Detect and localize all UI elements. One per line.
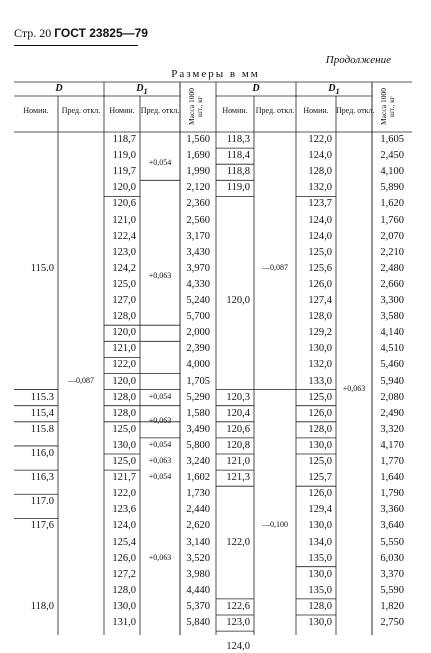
diameter-d1-cell: 130,0 [308,568,332,580]
mass-cell: 1,560 [186,134,210,145]
mass-cell: 3,980 [186,568,210,580]
mass-cell: 3,580 [380,311,404,323]
mass-cell: 2,210 [380,246,404,258]
mass-cell: 2,480 [380,262,404,274]
diameter-d1-cell: 123,0 [112,246,136,258]
tolerance-cell: —0,087 [262,262,288,272]
diameter-d1-cell: 125,6 [308,262,332,274]
mass-cell: 5,550 [380,536,404,548]
diameter-d1-cell: 122,0 [308,134,332,145]
mass-cell: 1,730 [186,488,210,500]
diameter-d-cell: 116,0 [30,447,54,459]
mass-cell: 6,030 [380,552,404,564]
mass-cell: 2,660 [380,278,404,290]
d1-tolerance-cell: +0,054 [148,439,172,449]
mass-cell: 2,440 [186,504,210,516]
diameter-d1-cell: 135,0 [308,584,332,596]
diameter-d1-cell: 130,0 [112,600,136,612]
diameter-d1-cell: 120,0 [112,182,136,194]
d1-tolerance-cell: +0,063 [148,270,172,280]
diameter-d1-cell: 125,0 [112,278,136,290]
diameter-d1-cell: 128,0 [308,311,332,323]
mass-cell: 1,790 [380,488,404,500]
diameter-d1-cell: 127,2 [112,568,136,580]
diameter-d1-cell: 125,0 [112,423,136,435]
mass-cell: 5,290 [186,391,210,403]
diameter-d1-cell: 125,0 [308,246,332,258]
d1-tolerance-cell: +0,063 [148,552,172,562]
col-d-header: D [252,83,260,94]
diameter-d1-cell: 121,0 [112,343,136,355]
diameter-d1-cell: 126,0 [308,407,332,419]
mass-cell: 1,770 [380,456,404,467]
mass-cell: 1,605 [380,134,404,145]
diameter-d1-cell: 123,6 [112,504,136,516]
mass-cell: 3,370 [380,568,404,580]
tolerance-cell: —0,087 [68,375,94,385]
d1-tolerance-cell: +0,054 [148,472,172,482]
diameter-d1-cell: 129,4 [308,504,332,516]
mass-cell: 3,170 [186,230,210,242]
diameter-d1-cell: 118,7 [112,134,136,145]
mass-cell: 3,430 [186,246,210,258]
diameter-d-cell: 121,3 [226,472,250,484]
mass-cell: 4,440 [186,584,210,596]
diameter-d1-cell: 122,0 [112,359,136,371]
diameter-d1-cell: 134,0 [308,536,332,548]
mass-cell: 5,460 [380,359,404,371]
diameter-d1-cell: 128,0 [112,584,136,596]
tolerance-cell: —0,100 [262,520,288,530]
diameter-d1-cell: 124,0 [308,214,332,226]
diameter-d1-cell: 131,0 [112,617,136,628]
subscript: 1 [143,87,148,96]
diameter-d-cell: 116,3 [30,472,54,484]
mass-cell: 5,370 [186,600,210,612]
nominal-header: Номин. [222,106,248,115]
diameter-d1-cell: 130,0 [308,617,332,628]
diameter-d1-cell: 125,0 [112,456,136,467]
mass-cell: 1,690 [186,150,210,162]
diameter-d1-cell: 124,0 [112,520,136,532]
diameter-d1-cell: 132,0 [308,359,332,371]
mass-cell: 4,170 [380,439,404,451]
diameter-d-cell: 122,6 [226,600,250,612]
continuation-label: Продолжение [325,54,391,66]
nominal-header: Номин. [109,106,135,115]
mass-cell: 2,620 [186,520,210,532]
diameter-d1-cell: 125,4 [112,536,136,548]
mass-cell: 4,000 [186,359,210,371]
mass-cell: 2,390 [186,343,210,355]
mass-cell: 3,970 [186,262,210,274]
diameter-d1-cell: 123,7 [308,198,332,210]
diameter-d-cell: 119,0 [226,182,250,194]
mass-cell: 3,240 [186,456,210,467]
diameter-d1-cell: 124,2 [112,262,136,274]
page-number: Стр. 20 [14,26,52,40]
diameter-d1-cell: 128,0 [308,166,332,178]
diameter-d-cell: 120,0 [226,295,250,306]
diameter-d1-cell: 128,0 [308,600,332,612]
diameter-d-cell: 117.0 [30,496,54,508]
diameter-d1-cell: 126,0 [308,488,332,500]
diameter-d1-cell: 128,0 [112,407,136,419]
subscript: 1 [335,87,340,96]
tolerance-header: Пред. откл. [336,106,375,115]
standard-code: ГОСТ 23825—79 [54,26,148,40]
diameter-d1-cell: 120,0 [112,375,136,387]
diameter-d1-cell: 129,2 [308,327,332,339]
diameter-d1-cell: 124,0 [308,230,332,242]
diameter-d1-cell: 125,0 [308,391,332,403]
mass-cell: 1,640 [380,472,404,484]
diameter-d-cell: 115.3 [30,391,54,403]
diameter-d1-cell: 132,0 [308,182,332,194]
tolerance-header: Пред. откл. [255,106,295,115]
mass-cell: 1,760 [380,214,404,226]
nominal-header: Номин. [303,106,329,115]
mass-header: Масса 1000 шт., кг [187,88,204,126]
mass-cell: 5,940 [380,375,404,387]
mass-cell: 4,330 [186,278,210,290]
diameter-d-cell: 115.8 [30,423,54,435]
diameter-d1-cell: 128,0 [308,423,332,435]
mass-cell: 5,800 [186,439,210,451]
mass-cell: 4,140 [380,327,404,339]
mass-cell: 2,450 [380,150,404,162]
mass-cell: 5,700 [186,311,210,323]
diameter-d1-cell: 128,0 [112,391,136,403]
diameter-d1-cell: 120,0 [112,327,136,339]
diameter-d1-cell: 119,0 [112,150,136,162]
mass-cell: 3,360 [380,504,404,516]
diameter-d1-cell: 130,0 [308,343,332,355]
diameter-d-cell: 115,4 [30,407,54,419]
diameter-d-cell: 120,3 [226,391,250,403]
tolerance-header: Пред. откл. [140,106,180,115]
mass-cell: 3,490 [186,423,210,435]
mass-header: Масса 1000 шт., кг [379,88,396,126]
col-d-header: D [55,83,63,94]
mass-cell: 1,602 [186,472,210,484]
diameter-d-cell: 118,0 [30,600,54,612]
diameter-d-cell: 120,4 [226,407,250,419]
mass-cell: 1,820 [380,600,404,612]
diameter-d1-cell: 133,0 [308,375,332,387]
diameter-d1-cell: 128,0 [112,311,136,323]
mass-cell: 3,140 [186,536,210,548]
mass-cell: 5,590 [380,584,404,596]
diameter-d1-cell: 130,0 [308,520,332,532]
mass-cell: 2,750 [380,617,404,628]
mass-cell: 5,890 [380,182,404,194]
diameter-d-cell: 124,0 [226,641,250,653]
diameter-d1-cell: 119,7 [112,166,136,178]
tolerance-header: Пред. откл. [61,106,101,115]
units-caption: Размеры в мм [171,68,260,80]
mass-cell: 5,240 [186,295,210,306]
diameter-d1-cell: 122,4 [112,230,136,242]
mass-cell: 2,560 [186,214,210,226]
mass-cell: 2,000 [186,327,210,339]
diameter-d-cell: 115.0 [30,262,54,274]
mass-cell: 3,300 [380,295,404,306]
diameter-d-cell: 121,0 [226,456,250,467]
diameter-d-cell: 118,8 [226,166,250,178]
mass-cell: 2,080 [380,391,404,403]
mass-cell: 1,580 [186,407,210,419]
mass-cell: 2,120 [186,182,210,194]
diameter-d-cell: 123,0 [226,617,250,628]
mass-cell: 3,320 [380,423,404,435]
diameter-d-cell: 118,3 [226,134,250,145]
mass-cell: 3,640 [380,520,404,532]
diameter-d1-cell: 121,0 [112,214,136,226]
d1-tolerance-cell: +0,063 [342,383,366,393]
diameter-d1-cell: 127,0 [112,295,136,306]
diameter-d1-cell: 120,6 [112,198,136,210]
mass-cell: 3,520 [186,552,210,564]
col-d1-header: $D_1$ [328,83,340,96]
diameter-d1-cell: 125,0 [308,456,332,467]
mass-cell: 1,990 [186,166,210,178]
d1-tolerance-cell: +0,054 [148,391,172,401]
diameter-d1-cell: 121,7 [112,472,136,484]
diameter-d-cell: 120,8 [226,439,250,451]
diameter-d1-cell: 124,0 [308,150,332,162]
diameter-d-cell: 120,6 [226,423,250,435]
diameter-d-cell: 118,4 [226,150,250,162]
diameter-d1-cell: 130,0 [308,439,332,451]
mass-cell: 2,070 [380,230,404,242]
mass-cell: 1,620 [380,198,404,210]
diameter-d1-cell: 127,4 [308,295,332,306]
mass-cell: 5,840 [186,617,210,628]
mass-cell: 1,705 [186,375,210,387]
mass-cell: 4,510 [380,343,404,355]
diameter-d1-cell: 122,0 [112,488,136,500]
diameter-d1-cell: 126,0 [112,552,136,564]
diameter-d1-cell: 126,0 [308,278,332,290]
d1-tolerance-cell: +0,063 [148,415,172,425]
d1-tolerance-cell: +0,063 [148,456,172,465]
mass-cell: 2,360 [186,198,210,210]
col-d1-header: $D_1$ [136,83,148,96]
d1-tolerance-cell: +0,054 [148,158,172,168]
diameter-d1-cell: 125,7 [308,472,332,484]
diameter-d1-cell: 130,0 [112,439,136,451]
mass-cell: 4,100 [380,166,404,178]
diameter-d-cell: 122,0 [226,536,250,548]
diameter-d1-cell: 135,0 [308,552,332,564]
nominal-header: Номин. [23,106,49,115]
mass-cell: 2,490 [380,407,404,419]
diameter-d-cell: 117,6 [30,520,54,532]
